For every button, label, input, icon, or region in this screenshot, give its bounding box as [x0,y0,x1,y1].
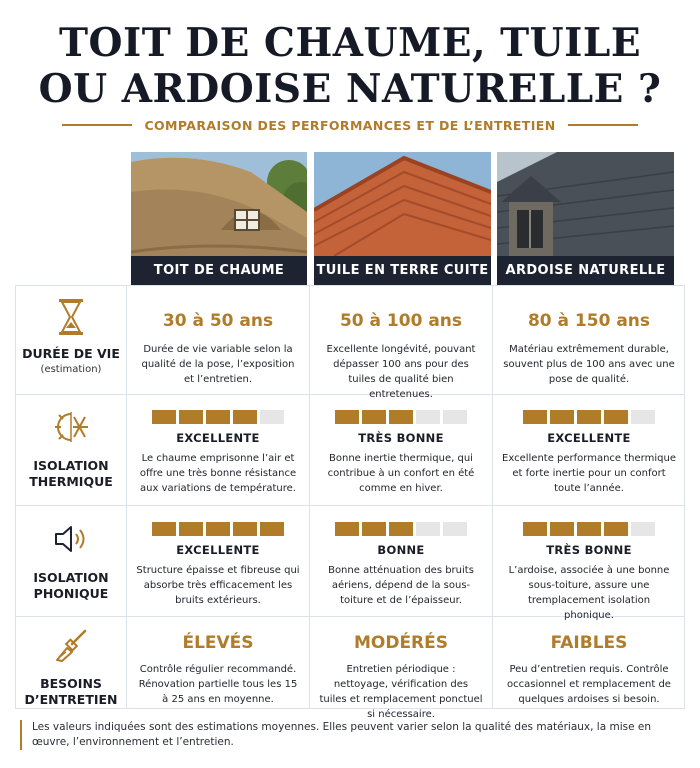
footnote: Les valeurs indiquées sont des estimations moyennes. Elles peuvent varier selon la qualité des matériaux, la mise en œuvre, l’environnement et l’entretien. [20,720,660,750]
row-divider [16,505,684,506]
maintenance-cell [502,632,676,707]
rating-segment-filled [523,522,547,536]
rating-label: EXCELLENTE [176,543,260,557]
row-label-maintenance [16,628,126,708]
thermal-desc: Le chaume emprisonne l’air et offre une très bonne résistance aux variations de température. [139,453,297,494]
lifespan-cell [502,310,676,387]
row-label-text: DURÉE DE VIE [22,346,120,361]
rating-segment-filled [260,522,284,536]
rating-segment-empty [416,410,440,424]
row-label-text: PHONIQUE [33,586,109,601]
rating-segment-filled [362,410,386,424]
rating-label: BONNE [377,543,425,557]
maintenance-value: MODÉRÉS [353,633,449,653]
rating-bars [502,522,676,536]
rating-segment-filled [335,522,359,536]
acoustic-desc: L’ardoise, associée à une bonne sous-toiture, assure une tremplacement isolation phonique. [508,565,670,621]
comparison-table [15,285,685,720]
maintenance-cell [136,632,300,707]
rating-bars [319,522,483,536]
subtitle-rule-right [568,124,638,126]
row-label-text: D’ENTRETIEN [24,692,118,707]
subtitle-rule-left [62,124,132,126]
rating-bars [136,522,300,536]
subtitle: COMPARAISON DES PERFORMANCES ET DE L’ENTRETIEN [144,117,556,133]
rating-label: TRÈS BONNE [546,543,632,557]
rating-segment-empty [443,410,467,424]
rating-segment-filled [604,522,628,536]
thermal-cell [502,410,676,496]
rating-segment-filled [550,522,574,536]
lifespan-cell [319,310,483,402]
maintenance-desc: Entretien périodique : nettoyage, vérification des tuiles et remplacement ponctuel si nécessaire. [319,664,483,720]
row-label-text: BESOINS [40,676,102,691]
hourglass-icon [16,298,126,340]
acoustic-desc: Bonne atténuation des bruits aériens, dépend de la sous-toiture et de l’épaisseur. [328,565,474,606]
rating-segment-filled [604,410,628,424]
column-divider [492,286,493,708]
rating-segment-empty [416,522,440,536]
column-header-slate: ARDOISE NATURELLE [497,256,674,285]
row-label-lifespan [16,298,126,375]
column-divider [126,286,127,708]
rating-segment-filled [523,410,547,424]
sun-snowflake-icon [16,410,126,448]
maintenance-desc: Peu d’entretien requis. Contrôle occasionnel et remplacement de quelques ardoises si besoin. [507,664,671,705]
row-label-text: THERMIQUE [29,474,113,489]
rating-segment-filled [206,522,230,536]
thermal-desc: Excellente performance thermique et forte inertie pour un confort toute l’année. [502,453,676,494]
lifespan-value: 30 à 50 ans [162,311,274,331]
rating-segment-empty [260,410,284,424]
column-header-tile: TUILE EN TERRE CUITE [314,256,491,285]
lifespan-desc: Durée de vie variable selon la qualité de la pose, l’exposition et l’entretien. [141,344,295,385]
rating-segment-filled [179,522,203,536]
rating-segment-filled [389,522,413,536]
thermal-cell [136,410,300,496]
thatched-roof-photo [131,152,307,256]
lifespan-desc: Excellente longévité, pouvant dépasser 100 ans pour des tuiles de qualité bien entretenues. [326,344,476,400]
column-divider [309,286,310,708]
maintenance-desc: Contrôle régulier recommandé. Rénovation partielle tous les 15 à 25 ans en moyenne. [138,664,298,705]
rating-bars [136,410,300,424]
row-label-text: ISOLATION [33,458,109,473]
rating-segment-filled [577,522,601,536]
acoustic-desc: Structure épaisse et fibreuse qui absorbe très efficacement les bruits extérieurs. [136,565,300,606]
rating-segment-filled [362,522,386,536]
paintbrush-icon [16,628,126,668]
thermal-cell [319,410,483,496]
rating-segment-filled [152,410,176,424]
lifespan-value: 80 à 150 ans [527,311,651,331]
page-title-line-2: OU ARDOISE NATURELLE ? [38,66,662,112]
maintenance-value: ÉLEVÉS [182,633,254,653]
maintenance-cell [319,632,483,722]
row-label-thermal [16,410,126,490]
lifespan-cell [136,310,300,387]
rating-segment-empty [631,410,655,424]
rating-label: EXCELLENTE [176,431,260,445]
slate-roof-photo [497,152,674,256]
lifespan-desc: Matériau extrêmement durable, souvent plus de 100 ans avec une pose de qualité. [503,344,675,385]
rating-segment-filled [550,410,574,424]
rating-segment-filled [233,522,257,536]
acoustic-cell [136,522,300,608]
rating-label: EXCELLENTE [547,431,631,445]
maintenance-value: FAIBLES [550,633,628,653]
rating-bars [502,410,676,424]
rating-bars [319,410,483,424]
lifespan-value: 50 à 100 ans [339,311,463,331]
row-label-text: ISOLATION [33,570,109,585]
speaker-icon [16,522,126,560]
row-sublabel: (estimation) [40,364,102,375]
rating-segment-empty [631,522,655,536]
rating-segment-empty [443,522,467,536]
thermal-desc: Bonne inertie thermique, qui contribue à un confort en été comme en hiver. [327,453,475,494]
rating-segment-filled [577,410,601,424]
subtitle-row [62,116,638,134]
rating-segment-filled [335,410,359,424]
rating-segment-filled [389,410,413,424]
rating-segment-filled [179,410,203,424]
rating-segment-filled [152,522,176,536]
acoustic-cell [502,522,676,623]
page-title-line-1: TOIT DE CHAUME, TUILE [58,20,642,66]
terracotta-tile-roof-photo [314,152,491,256]
column-header-thatch: TOIT DE CHAUME [131,256,307,285]
row-label-acoustic [16,522,126,602]
acoustic-cell [319,522,483,608]
rating-segment-filled [206,410,230,424]
rating-segment-filled [233,410,257,424]
rating-label: TRÈS BONNE [358,431,444,445]
